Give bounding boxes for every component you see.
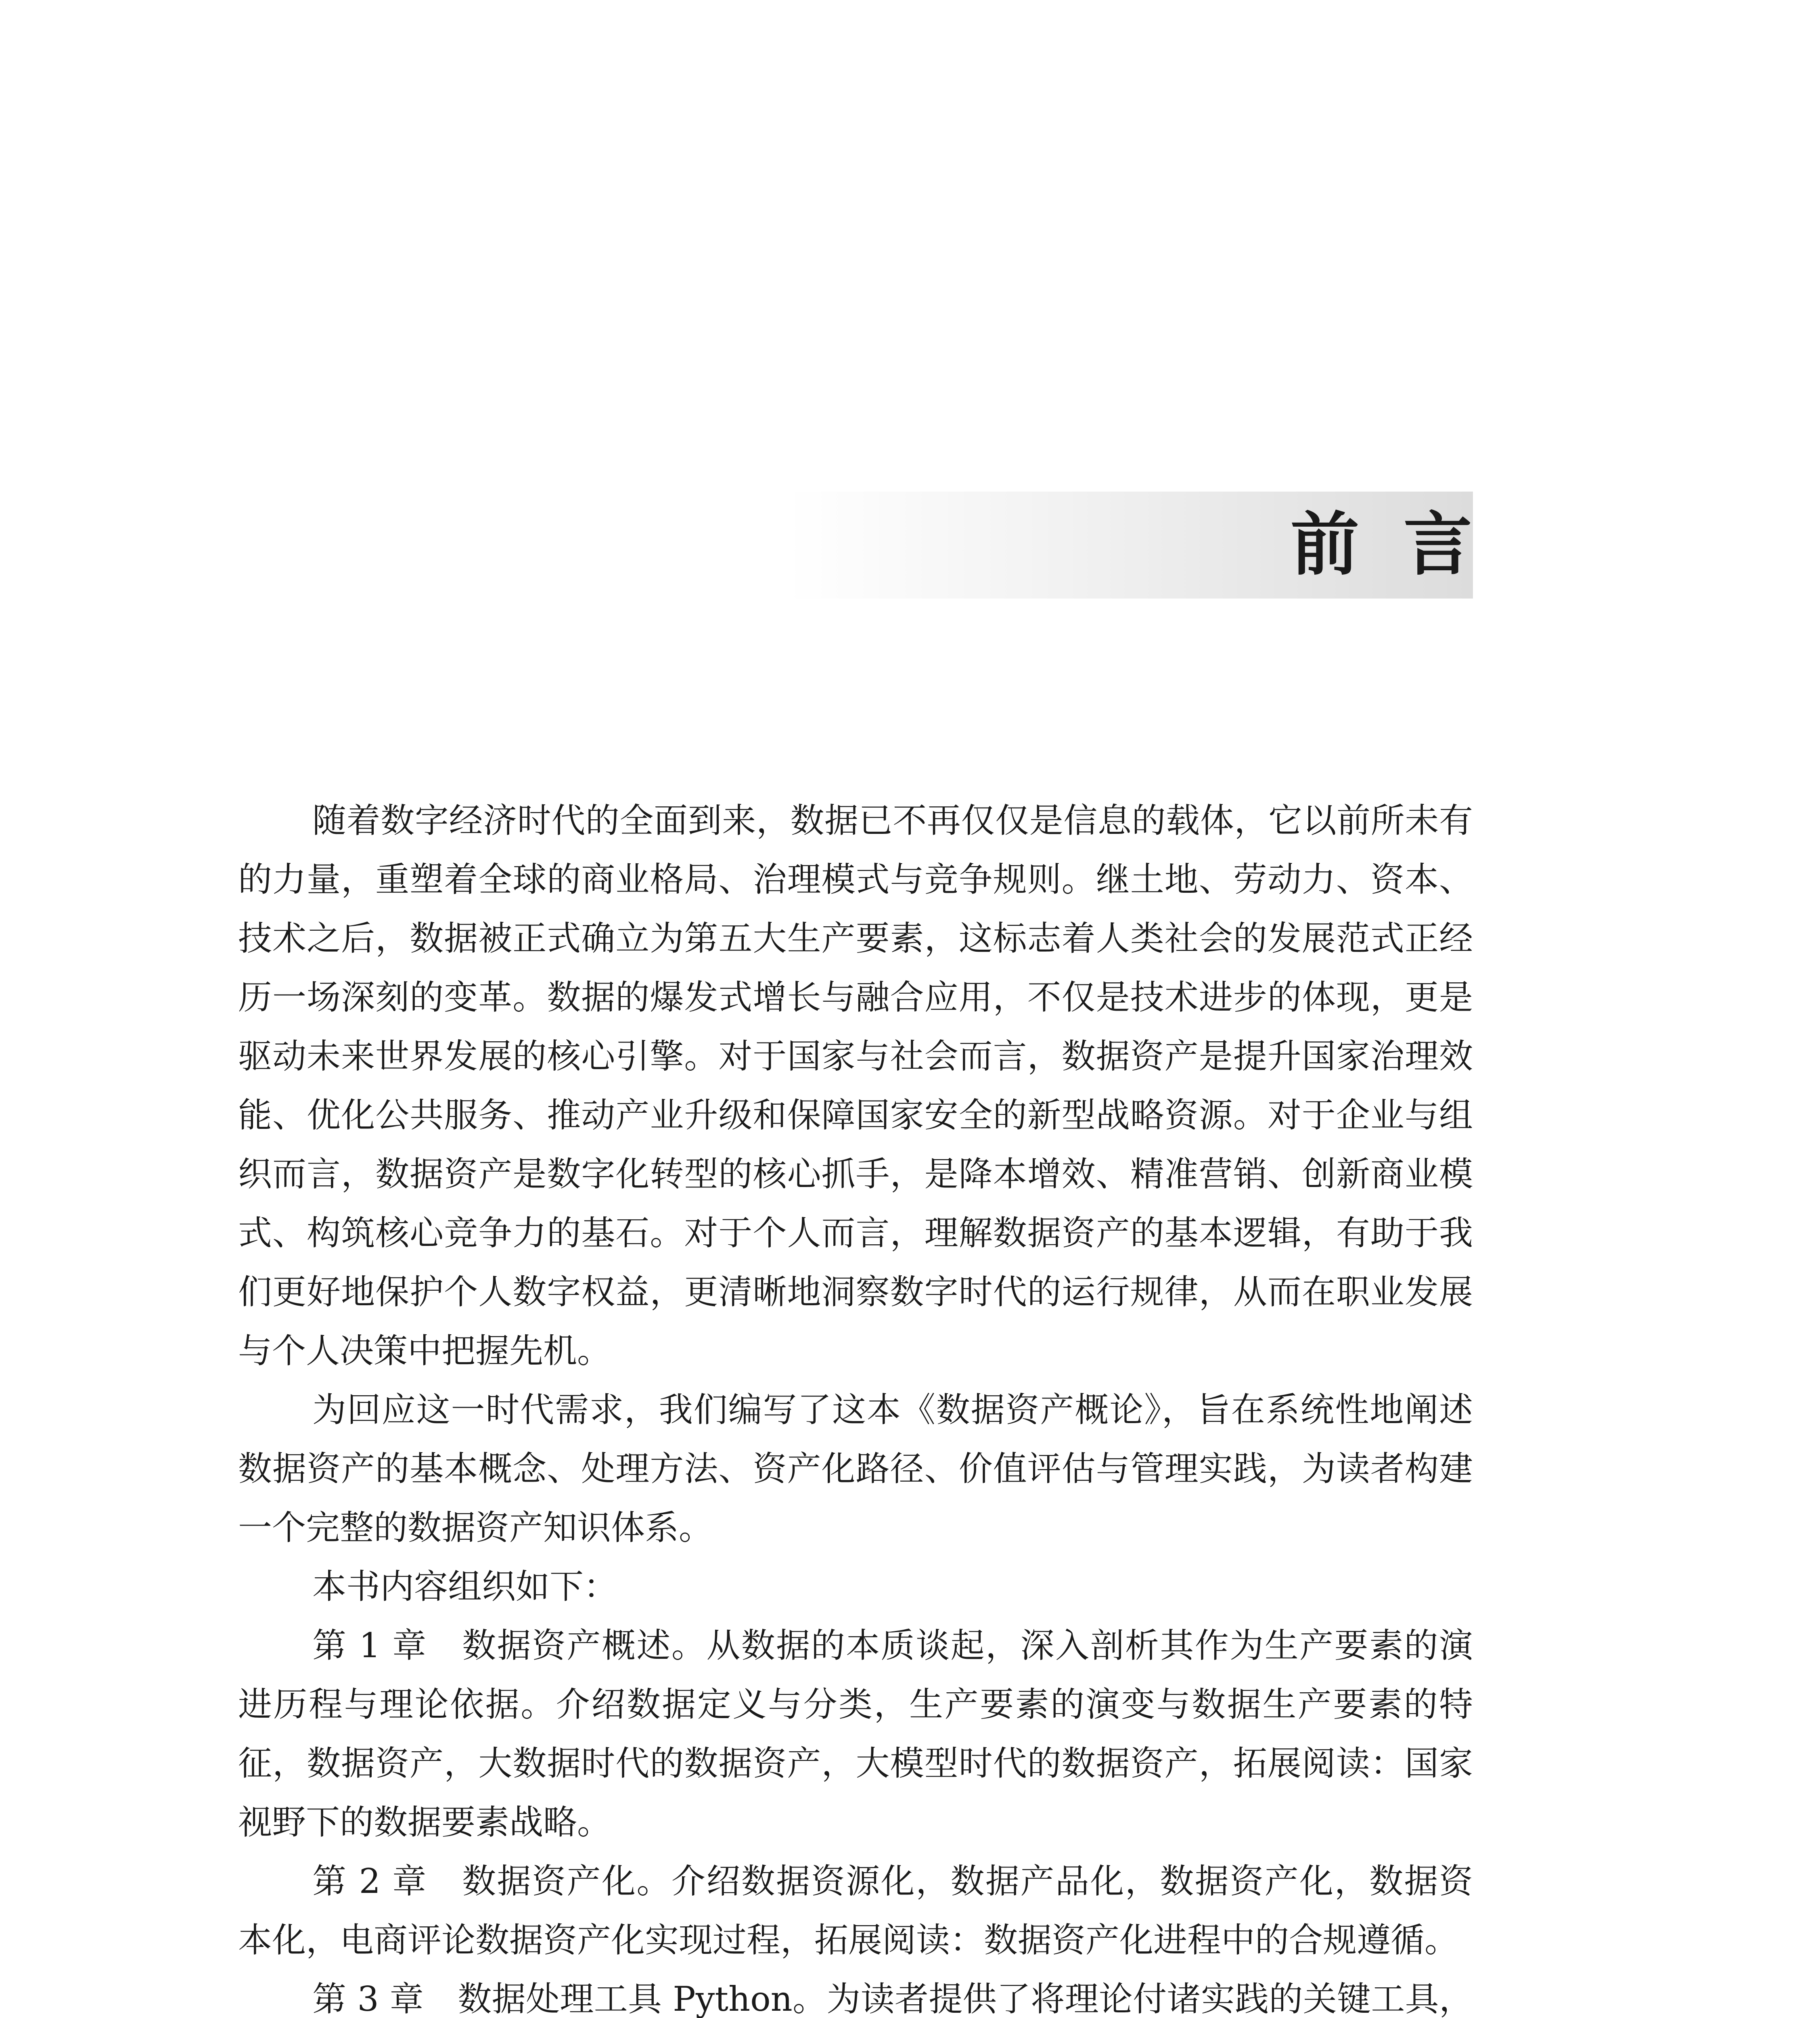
paragraph: 随着数字经济时代的全面到来，数据已不再仅仅是信息的载体，它以前所未有的力量，重塑着全球的商业格局、治理模式与竞争规则。继土地、劳动力、资本、技术之后，数据被正式确立为第五大生产要素，这标志着人类社会的发展范式正经历一场深刻的变革。数据的爆发式增长与融合应用，不仅是技术进步的体现，更是驱动未来世界发展的核心引擎。对于国家与社会而言，数据资产是提升国家治理效能、优化公共服务、推动产业升级和保障国家安全的新型战略资源。对于企业与组织而言，数据资产是数字化转型的核心抓手，是降本增效、精准营销、创新商业模式、构筑核心竞争力的基石。对于个人而言，理解数据资产的基本逻辑，有助于我们更好地保护个人数字权益，更清晰地洞察数字时代的运行规律，从而在职业发展与个人决策中把握先机。 [238,801,1473,1371]
title-band [787,492,1517,599]
paragraph: 第 2 章 数据资产化。介绍数据资源化，数据产品化，数据资产化，数据资本化，电商评论数据资产化实现过程，拓展阅读：数据资产化进程中的合规遵循。 [238,1861,1473,1960]
body-text [238,791,1473,2018]
paragraph: 第 3 章 数据处理工具 Python。为读者提供了将理论付诸实践的关键工具， [312,1979,1473,2018]
page-title: 前言 [1290,505,1517,585]
paragraph: 本书内容组织如下： [312,1567,618,1606]
paragraph: 为回应这一时代需求，我们编写了这本《数据资产概论》，旨在系统性地阐述数据资产的基本概念、处理方法、资产化路径、价值评估与管理实践，为读者构建一个完整的数据资产知识体系。 [238,1390,1473,1547]
paragraph: 第 1 章 数据资产概述。从数据的本质谈起，深入剖析其作为生产要素的演进历程与理论依据。介绍数据定义与分类，生产要素的演变与数据生产要素的特征，数据资产，大数据时代的数据资产，大模型时代的数据资产，拓展阅读：国家视野下的数据要素战略。 [238,1626,1473,1842]
